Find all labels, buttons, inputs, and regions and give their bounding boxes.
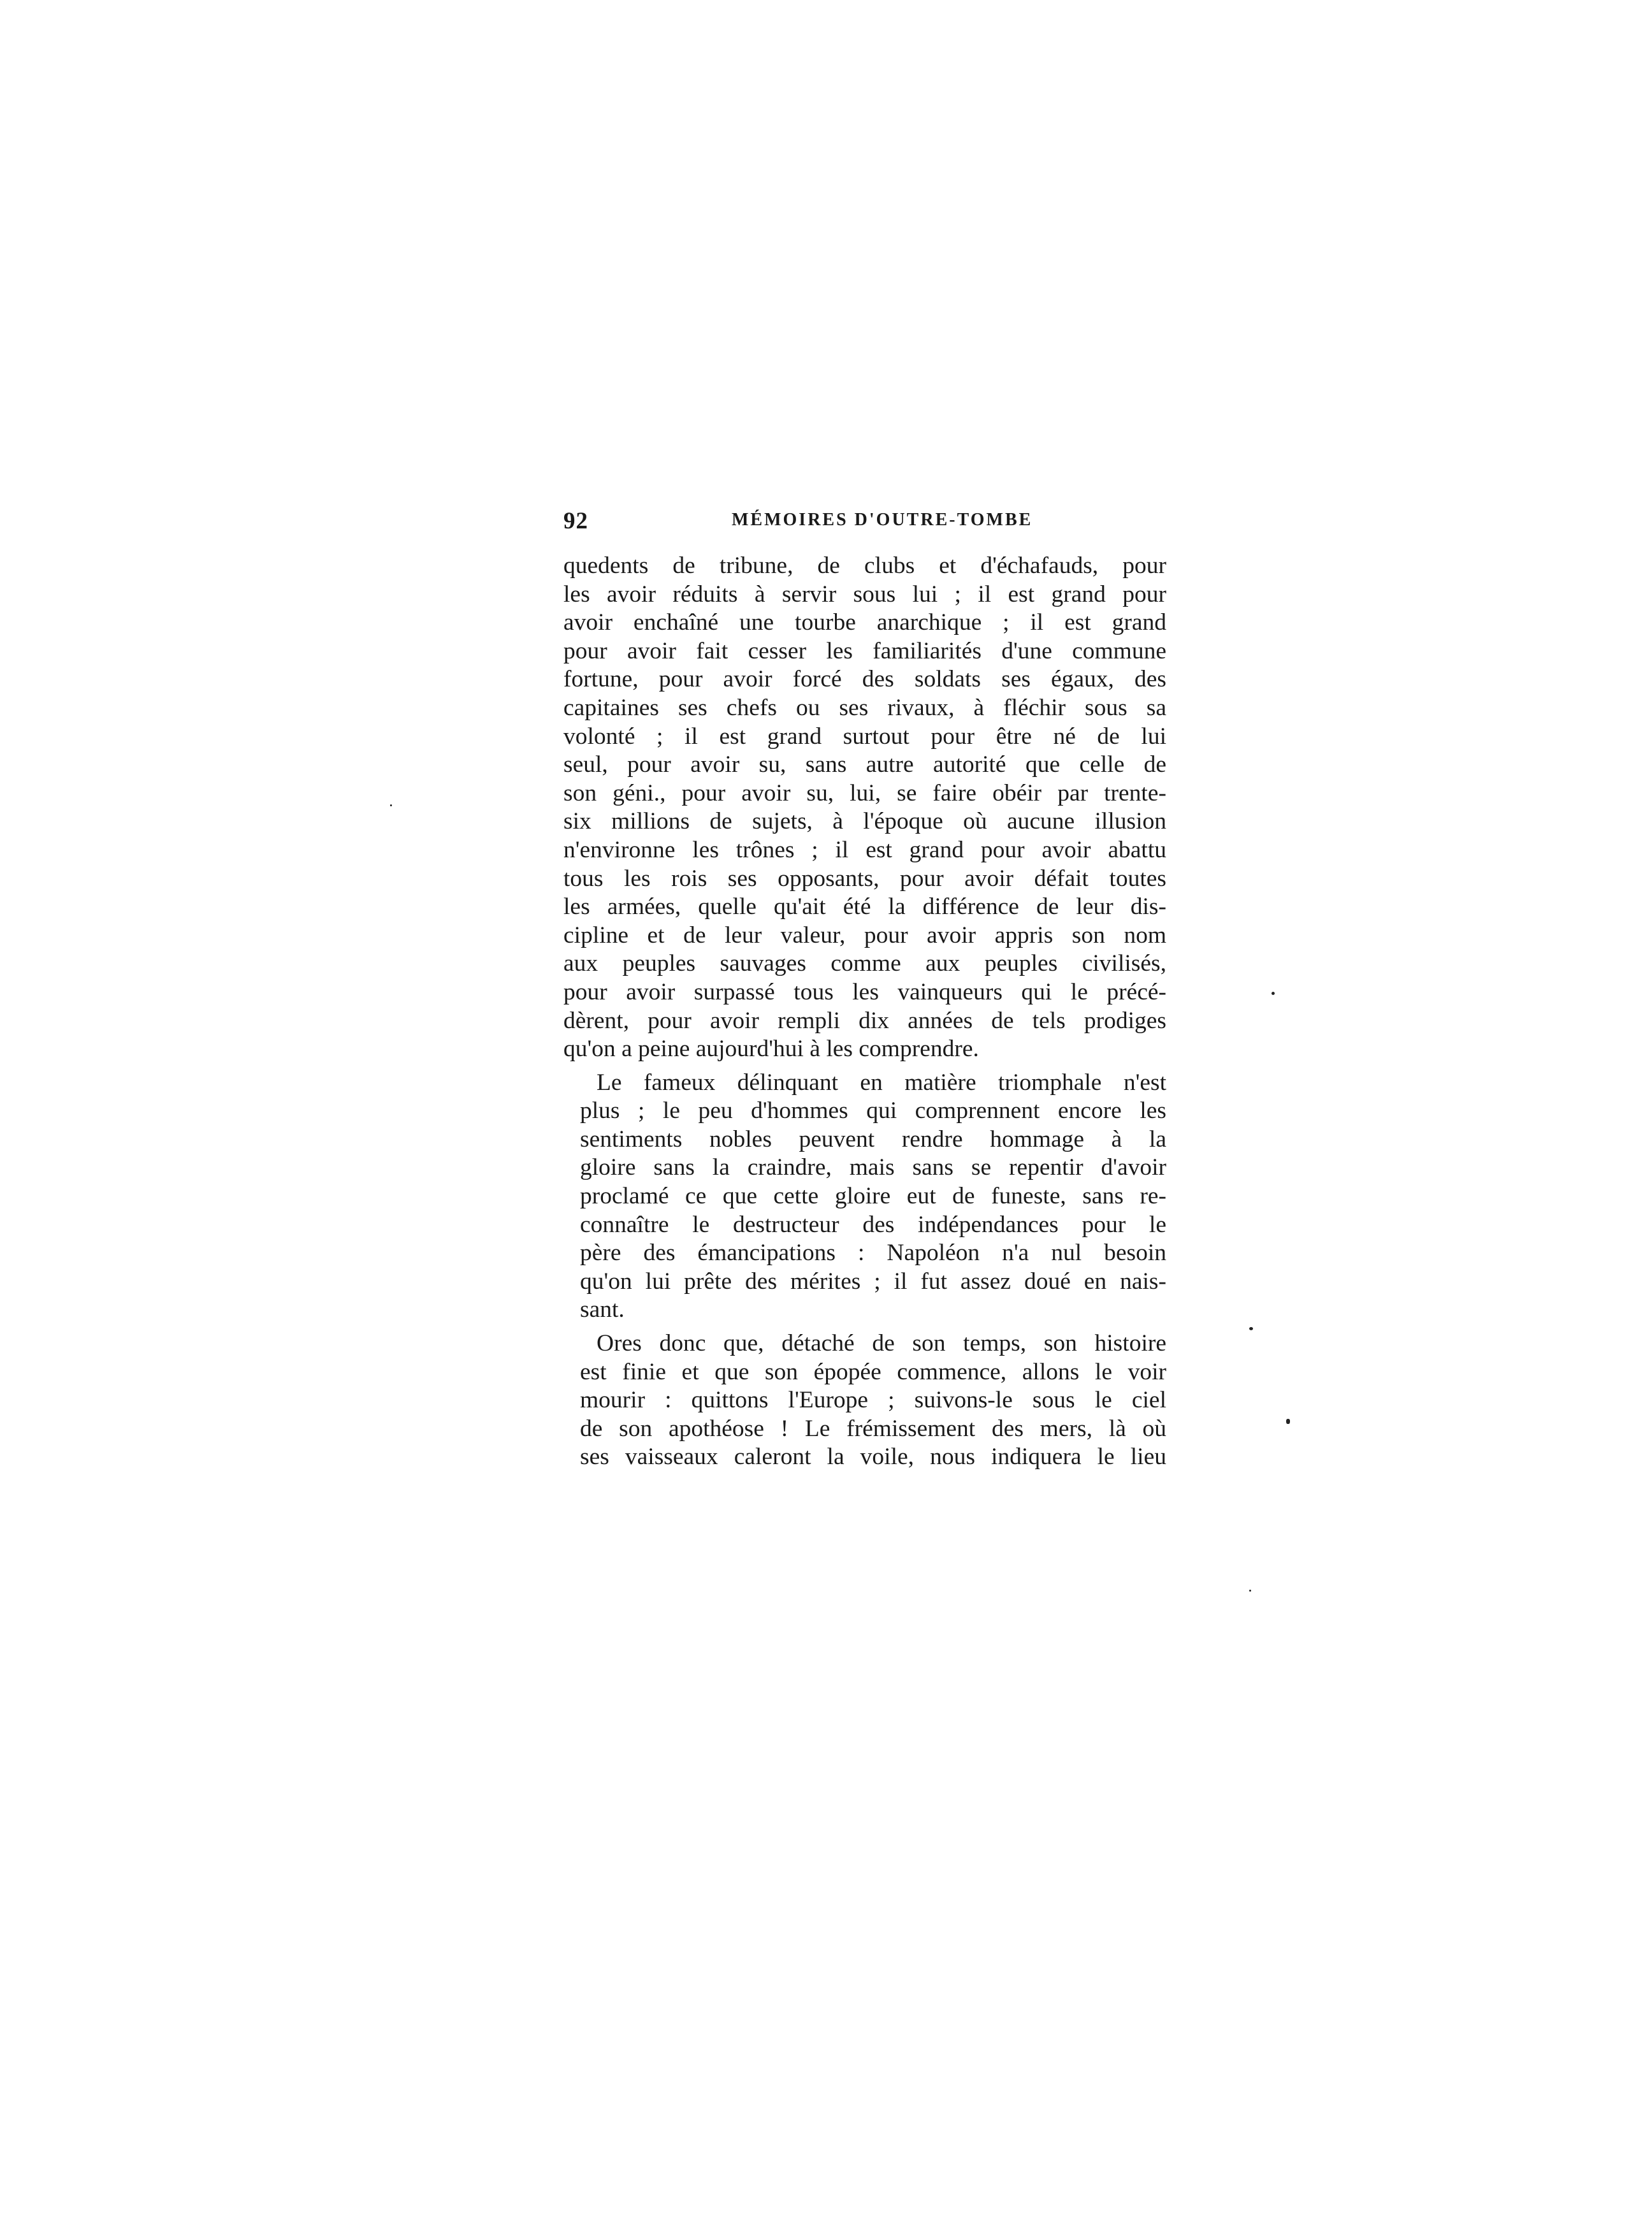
- paragraph: [563, 1069, 1166, 1325]
- page-header: [563, 507, 1166, 535]
- text-line: qu'on a peine aujourd'hui à les comprendre.: [563, 1036, 979, 1063]
- text-line: sant.: [580, 1296, 625, 1323]
- text-line: gloire sans la craindre, mais sans se repentir d'avoir: [580, 1154, 1166, 1181]
- text-line: volonté ; il est grand surtout pour être né de lui: [563, 723, 1166, 750]
- text-line: fortune, pour avoir forcé des soldats ses égaux, des: [563, 666, 1166, 693]
- text-line: proclamé ce que cette gloire eut de funeste, sans re-: [580, 1183, 1166, 1210]
- paragraph: [563, 1330, 1166, 1472]
- scan-speck: [1272, 992, 1275, 995]
- text-line: n'environne les trônes ; il est grand pour avoir abattu: [563, 836, 1166, 863]
- text-line: pour avoir fait cesser les familiarités d'une commune: [563, 637, 1166, 664]
- scan-speck: [1249, 1590, 1251, 1592]
- text-line: tous les rois ses opposants, pour avoir défait toutes: [563, 865, 1166, 892]
- paragraph: [563, 552, 1166, 1064]
- text-line: quedents de tribune, de clubs et d'échafauds, pour: [563, 553, 1166, 579]
- text-line: est finie et que son épopée commence, allons le voir: [580, 1358, 1166, 1385]
- text-line: les avoir réduits à servir sous lui ; il est grand pour: [563, 581, 1166, 607]
- text-line: avoir enchaîné une tourbe anarchique ; il est grand: [563, 609, 1166, 636]
- text-line: de son apothéose ! Le frémissement des mers, là où: [580, 1415, 1166, 1442]
- text-line: capitaines ses chefs ou ses rivaux, à fléchir sous sa: [563, 694, 1166, 721]
- text-line: seul, pour avoir su, sans autre autorité que celle de: [563, 751, 1166, 778]
- text-line: père des émancipations : Napoléon n'a nul besoin: [580, 1240, 1166, 1267]
- text-line: connaître le destructeur des indépendances pour le: [580, 1211, 1166, 1238]
- text-line: Ores donc que, détaché de son temps, son histoire: [597, 1330, 1166, 1357]
- text-line: ses vaisseaux caleront la voile, nous indiquera le lieu: [580, 1444, 1166, 1470]
- scan-speck: [1286, 1419, 1290, 1424]
- text-line: pour avoir surpassé tous les vainqueurs qui le précé-: [563, 978, 1166, 1005]
- scan-speck: [1249, 1327, 1253, 1330]
- text-line: plus ; le peu d'hommes qui comprennent encore les: [580, 1098, 1166, 1124]
- page-number: 92: [563, 508, 588, 534]
- text-line: aux peuples sauvages comme aux peuples civilisés,: [563, 950, 1166, 977]
- text-line: Le fameux délinquant en matière triomphale n'est: [597, 1069, 1166, 1096]
- text-line: dèrent, pour avoir rempli dix années de tels prodiges: [563, 1007, 1166, 1034]
- text-line: qu'on lui prête des mérites ; il fut assez doué en nais-: [580, 1268, 1166, 1295]
- paragraph-gap: [563, 1064, 1166, 1069]
- text-line: mourir : quittons l'Europe ; suivons-le sous le ciel: [580, 1387, 1166, 1414]
- scan-speck: [390, 804, 392, 806]
- text-line: cipline et de leur valeur, pour avoir appris son nom: [563, 922, 1166, 948]
- paragraph-gap: [563, 1325, 1166, 1330]
- body-text: [563, 552, 1166, 1472]
- text-line: son géni., pour avoir su, lui, se faire obéir par trente-: [563, 780, 1166, 806]
- text-line: les armées, quelle qu'ait été la différence de leur dis-: [563, 894, 1166, 920]
- running-head: MÉMOIRES D'OUTRE-TOMBE: [732, 510, 1033, 530]
- text-line: six millions de sujets, à l'époque où aucune illusion: [563, 808, 1166, 835]
- text-line: sentiments nobles peuvent rendre hommage à la: [580, 1126, 1166, 1152]
